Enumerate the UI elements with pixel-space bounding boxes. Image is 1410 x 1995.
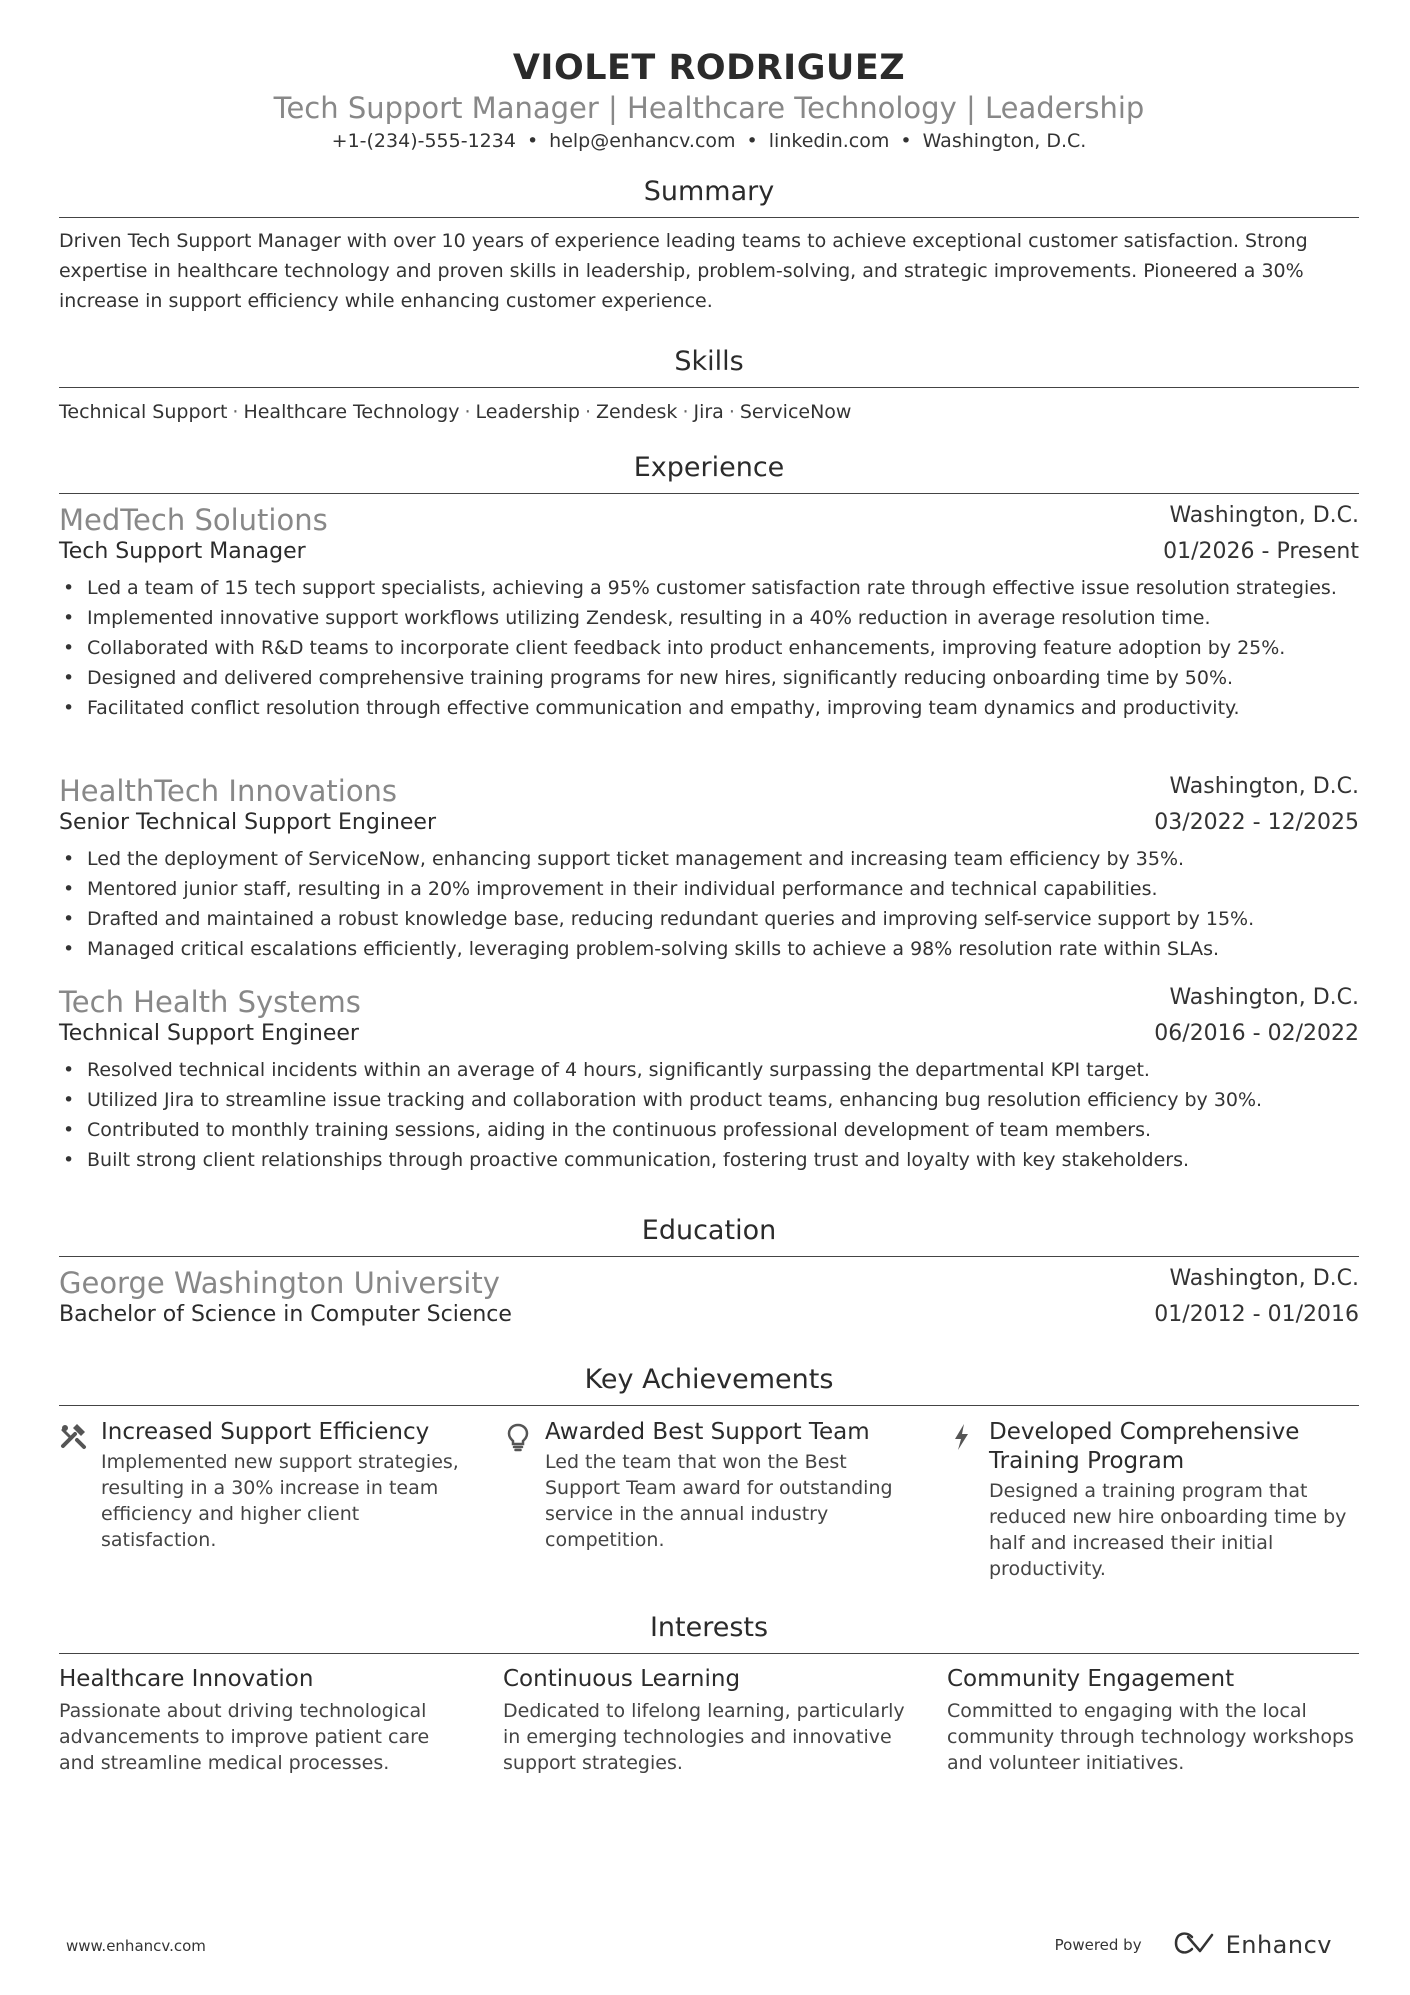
bullet-item: • Led a team of 15 tech support specialists, achieving a 95% customer satisfaction rate through effective issue resolution strategies.	[59, 573, 1359, 603]
company-name: MedTech Solutions	[59, 503, 328, 537]
achievement-desc: Designed a training program that reduced new hire onboarding time by half and increased their initial productivity.	[989, 1480, 1347, 1580]
achievement-title: Developed Comprehensive Training Program	[989, 1419, 1300, 1474]
job-location: Washington, D.C.	[1169, 985, 1359, 1010]
contact-separator: •	[526, 130, 539, 152]
degree-title: Bachelor of Science in Computer Science	[59, 1302, 512, 1327]
skills-heading: Skills	[674, 346, 744, 377]
education-dates: 01/2012 - 01/2016	[1154, 1302, 1359, 1327]
contact-linkedin[interactable]: linkedin.com	[768, 130, 890, 152]
skill-item: Leadership	[475, 401, 580, 423]
achievements-heading: Key Achievements	[584, 1364, 834, 1395]
company-name: HealthTech Innovations	[59, 774, 398, 808]
job-location: Washington, D.C.	[1169, 774, 1359, 799]
job-location: Washington, D.C.	[1169, 503, 1359, 528]
skill-item: ServiceNow	[739, 401, 852, 423]
interest-item	[503, 1664, 913, 1776]
footer-website-link[interactable]: www.enhancv.com	[66, 1937, 206, 1955]
school-location: Washington, D.C.	[1169, 1266, 1359, 1291]
skill-separator: ·	[584, 401, 592, 423]
interests-heading: Interests	[649, 1612, 769, 1643]
job-bullets	[59, 573, 1359, 723]
experience-entry	[59, 774, 1359, 964]
achievement-item	[59, 1418, 469, 1553]
experience-entry	[59, 985, 1359, 1175]
bullet-item: • Contributed to monthly training sessions, aiding in the continuous professional development of team members.	[59, 1115, 1359, 1145]
skill-item: Technical Support	[59, 401, 228, 423]
skill-separator: ·	[464, 401, 471, 423]
skill-separator: ·	[682, 401, 689, 423]
bullet-item: • Built strong client relationships through proactive communication, fostering trust and loyalty with key stakeholders.	[59, 1145, 1359, 1175]
interest-desc: Dedicated to lifelong learning, particularly in emerging technologies and innovative support strategies.	[503, 1700, 905, 1774]
achievement-title: Increased Support Efficiency	[101, 1419, 430, 1445]
interest-desc: Committed to engaging with the local community through technology workshops and volunteer initiatives.	[947, 1700, 1354, 1774]
job-dates: 01/2026 - Present	[1163, 539, 1359, 564]
section-divider	[59, 387, 1359, 388]
brand-name: Enhancv	[1225, 1931, 1332, 1959]
section-divider	[59, 217, 1359, 218]
skills-list	[59, 401, 1359, 423]
candidate-tagline: Tech Support Manager | Healthcare Technology | Leadership	[273, 91, 1145, 125]
achievement-desc: Implemented new support strategies, resulting in a 30% increase in team efficiency and higher client satisfaction.	[101, 1451, 459, 1551]
skill-item: Jira	[693, 401, 724, 423]
lightbulb-icon	[503, 1422, 533, 1452]
skill-item: Zendesk	[596, 401, 678, 423]
job-bullets	[59, 1055, 1359, 1175]
section-divider	[59, 493, 1359, 494]
enhancv-logo-icon	[1172, 1931, 1218, 1959]
skill-separator: ·	[232, 401, 239, 423]
education-entry	[59, 1266, 1359, 1336]
interest-title: Community Engagement	[947, 1666, 1235, 1692]
experience-heading: Experience	[633, 452, 785, 483]
section-divider	[59, 1405, 1359, 1406]
experience-entry	[59, 503, 1359, 723]
bullet-item: • Mentored junior staff, resulting in a 20% improvement in their individual performance and technical capabilities.	[59, 874, 1359, 904]
lightning-icon	[947, 1422, 977, 1452]
contact-phone[interactable]: +1-(234)-555-1234	[331, 130, 516, 152]
job-title: Tech Support Manager	[59, 539, 306, 564]
job-title: Senior Technical Support Engineer	[59, 810, 437, 835]
bullet-item: • Drafted and maintained a robust knowledge base, reducing redundant queries and improving self-service support by 15%.	[59, 904, 1359, 934]
skill-item: Healthcare Technology	[243, 401, 460, 423]
bullet-item: • Led the deployment of ServiceNow, enhancing support ticket management and increasing team efficiency by 35%.	[59, 844, 1359, 874]
candidate-name: VIOLET RODRIGUEZ	[512, 48, 906, 88]
school-name: George Washington University	[59, 1266, 500, 1300]
achievement-item	[947, 1418, 1357, 1582]
interest-item	[947, 1664, 1357, 1776]
bullet-item: • Managed critical escalations efficiently, leveraging problem-solving skills to achieve a 98% resolution rate within SLAs.	[59, 934, 1359, 964]
achievement-title: Awarded Best Support Team	[545, 1419, 870, 1445]
bullet-item: • Utilized Jira to streamline issue tracking and collaboration with product teams, enhancing bug resolution efficiency by 30%.	[59, 1085, 1359, 1115]
contact-line	[59, 130, 1359, 152]
bullet-item: • Collaborated with R&D teams to incorporate client feedback into product enhancements, improving feature adoption by 25%.	[59, 633, 1359, 663]
job-title: Technical Support Engineer	[59, 1021, 359, 1046]
section-divider	[59, 1256, 1359, 1257]
interest-title: Continuous Learning	[503, 1666, 741, 1692]
skill-separator: ·	[728, 401, 735, 423]
tools-icon	[59, 1422, 89, 1452]
education-heading: Education	[641, 1215, 777, 1246]
summary-heading: Summary	[643, 176, 775, 207]
bullet-item: • Resolved technical incidents within an average of 4 hours, significantly surpassing the departmental KPI target.	[59, 1055, 1359, 1085]
contact-email[interactable]: help@enhancv.com	[549, 130, 736, 152]
bullet-item: • Facilitated conflict resolution through effective communication and empathy, improving team dynamics and productivity.	[59, 693, 1359, 723]
contact-location: Washington, D.C.	[922, 130, 1087, 152]
bullet-item: • Designed and delivered comprehensive training programs for new hires, significantly reducing onboarding time by 50%.	[59, 663, 1359, 693]
company-name: Tech Health Systems	[59, 985, 361, 1019]
job-dates: 03/2022 - 12/2025	[1154, 810, 1359, 835]
interest-title: Healthcare Innovation	[59, 1666, 314, 1692]
interest-item	[59, 1664, 469, 1776]
job-dates: 06/2016 - 02/2022	[1154, 1021, 1359, 1046]
summary-text: Driven Tech Support Manager with over 10 years of experience leading teams to achieve exceptional customer satisfaction. Strong expertise in healthcare technology and proven skills in leadership, problem-solving, and strategic improvements. Pioneered a 30% increase in support efficiency while enhancing customer experience.	[59, 230, 1308, 312]
contact-separator: •	[746, 130, 758, 152]
section-divider	[59, 1653, 1359, 1654]
achievement-item	[503, 1418, 913, 1553]
achievement-desc: Led the team that won the Best Support Team award for outstanding service in the annual industry competition.	[545, 1451, 893, 1551]
powered-by-label: Powered by	[1054, 1936, 1142, 1954]
footer-branding[interactable]	[1055, 1925, 1332, 1965]
interest-desc: Passionate about driving technological advancements to improve patient care and streamline medical processes.	[59, 1700, 430, 1774]
bullet-item: • Implemented innovative support workflows utilizing Zendesk, resulting in a 40% reduction in average resolution time.	[59, 603, 1359, 633]
contact-separator: •	[900, 130, 912, 152]
job-bullets	[59, 844, 1359, 964]
